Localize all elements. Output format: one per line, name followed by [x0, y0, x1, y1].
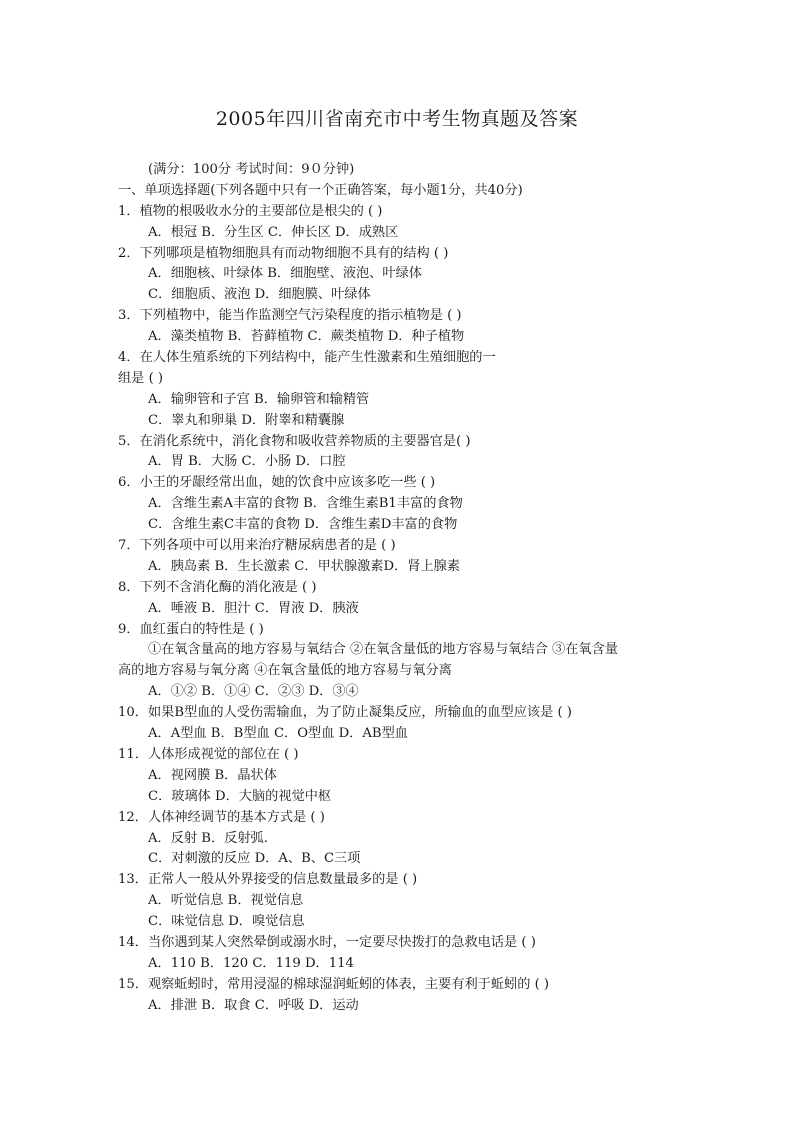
answer-options: C．味觉信息 D．嗅觉信息: [148, 914, 305, 930]
answer-options: A．根冠 B．分生区 C．伸长区 D．成熟区: [148, 224, 399, 240]
question-text: 8．下列不含消化酶的消化液是 ( ): [118, 579, 317, 595]
answer-options: A．含维生素A丰富的食物 B．含维生素B1丰富的食物: [148, 496, 463, 512]
question-list: [118, 202, 698, 1017]
page-title: 2005年四川省南充市中考生物真题及答案: [215, 108, 579, 130]
question-text: 12．人体神经调节的基本方式是 ( ): [118, 809, 325, 825]
exam-meta: (满分：100分 考试时间：9０分钟): [148, 162, 355, 177]
question-text: 15．观察蚯蚓时，常用浸湿的棉球湿润蚯蚓的体表，主要有利于蚯蚓的 ( ): [118, 976, 550, 992]
section-heading: 一、单项选择题(下列各题中只有一个正确答案，每小题1分，共40分): [118, 182, 523, 198]
answer-options: A．视网膜 B．晶状体: [148, 767, 277, 783]
answer-options: C．玻璃体 D．大脑的视觉中枢: [148, 788, 332, 804]
answer-options: A．反射 B．反射弧.: [148, 830, 268, 846]
question-text: 10．如果B型血的人受伤需输血，为了防止凝集反应，所输血的血型应该是 ( ): [118, 705, 572, 721]
question-text: 1．植物的根吸收水分的主要部位是根尖的 ( ): [118, 203, 383, 219]
answer-options: C．含维生素C丰富的食物 D．含维生素D丰富的食物: [148, 517, 458, 533]
question-text: 7．下列各项中可以用来治疗糖尿病患者的是 ( ): [118, 538, 396, 554]
question-text: 3．下列植物中，能当作监测空气污染程度的指示植物是 ( ): [118, 308, 462, 324]
question-text: 13．正常人一般从外界接受的信息数量最多的是 ( ): [118, 872, 418, 888]
answer-options: A．A型血 B．B型血 C．O型血 D．AB型血: [148, 726, 408, 742]
answer-options: A．胰岛素 B．生长激素 C．甲状腺激素D．肾上腺素: [148, 558, 461, 574]
question-text: 4．在人体生殖系统的下列结构中，能产生性激素和生殖细胞的一: [118, 350, 496, 366]
answer-options: C．对刺激的反应 D．A、B、C三项: [148, 851, 361, 867]
answer-options: A．胃 B．大肠 C．小肠 D．口腔: [148, 454, 346, 470]
question-text: 11．人体形成视觉的部位在 ( ): [118, 746, 299, 762]
question-text: 高的地方容易与氧分离 ④在氧含量低的地方容易与氧分离: [118, 663, 452, 679]
question-text: 2．下列哪项是植物细胞具有而动物细胞不具有的结构 ( ): [118, 245, 449, 261]
question-text: 6．小王的牙龈经常出血，她的饮食中应该多吃一些 ( ): [118, 475, 436, 491]
answer-options: A．输卵管和子宫 B．输卵管和输精管: [148, 391, 370, 407]
answer-options: C．睾丸和卵巢 D．附睾和精囊腺: [148, 412, 345, 428]
answer-options: A．听觉信息 B．视觉信息: [148, 893, 304, 909]
answer-options: A．排泄 B．取食 C．呼吸 D．运动: [148, 997, 359, 1013]
answer-options: C．细胞质、液泡 D．细胞膜、叶绿体: [148, 287, 371, 303]
answer-options: A．细胞核、叶绿体 B．细胞壁、液泡、叶绿体: [148, 266, 422, 282]
answer-options: A．藻类植物 B．苔藓植物 C．蕨类植物 D．种子植物: [148, 329, 465, 345]
answer-options: A．110 B．120 C．119 D．114: [148, 955, 354, 971]
question-text: 9．血红蛋白的特性是 ( ): [118, 621, 264, 637]
exam-body: [118, 160, 698, 1017]
question-text: 5．在消化系统中，消化食物和吸收营养物质的主要器官是( ): [118, 433, 471, 449]
question-text: 组是 ( ): [118, 370, 164, 386]
question-text: 14．当你遇到某人突然晕倒或溺水时，一定要尽快拨打的急救电话是 ( ): [118, 934, 536, 950]
answer-options: A．①② B．①④ C．②③ D．③④: [148, 684, 359, 700]
answer-options: A．唾液 B．胆汁 C．胃液 D．胰液: [148, 600, 359, 616]
answer-options: ①在氧含量高的地方容易与氧结合 ②在氧含量低的地方容易与氧结合 ③在氧含量: [148, 642, 618, 658]
